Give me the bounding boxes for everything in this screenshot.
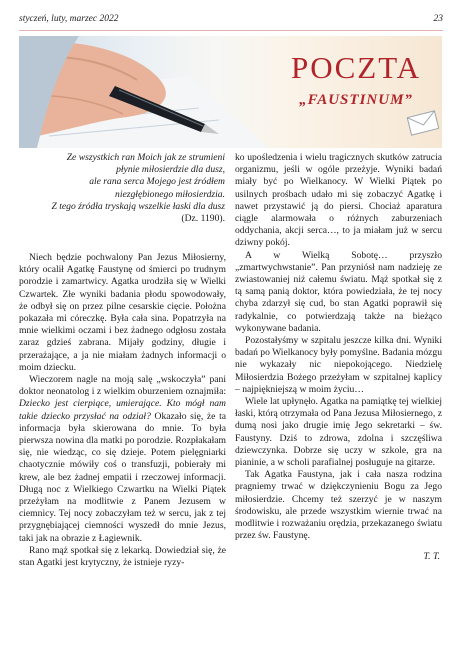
epigraph-quote [19, 152, 225, 225]
epigraph-reference: (Dz. 1190). [181, 213, 225, 225]
doctor-quote: Dziecko jest cierpiące, umierające. Kto mógł nam takie dziecko przysłać na odział? [19, 398, 226, 422]
article-paragraph: Pozostałyśmy w szpitalu jeszcze kilka dni. Wyniki badań po Wielkanocy były pomyślne. Badania mózgu nie wykazały nic niepokojącego. Niedzielę Miłosierdzia Bożego przeżyłam w szpitalnej kaplicy – najpiękniejszą w moim życiu… [235, 335, 442, 395]
epigraph-line: ale rana serca Mojego jest źródłem [89, 176, 225, 188]
epigraph-line: Ze wszystkich ran Moich jak ze strumieni [66, 152, 225, 163]
epigraph-line: niezgłębionego miłosierdzia. [115, 188, 225, 200]
article-column-right [235, 152, 442, 563]
article-paragraph [19, 374, 226, 545]
article-paragraph: Wiele lat upłynęło. Agatka na pamiątkę tej wielkiej łaski, którą otrzymała od Pana Jezusa Miłosiernego, z dumą nosi jako drugie imię Jego sekretarki – św. Faustyny. Dziś to zdrowa, zdolna i szczęśliwa dziewczynka. Dobrze się uczy w szkole, gra na pianinie, a w scholi parafialnej posługuje na gitarze. [235, 396, 442, 469]
envelope-icon [407, 110, 439, 136]
author-signature: T. T. [423, 550, 440, 562]
article-paragraph: A w Wielką Sobotę… przyszło „zmartwychwstanie”. Pan przyniósł nam nadzieję ze zwiastowaniej niż całemu światu. Mąż spotkał się z tą samą panią doktor, która powiedziała, że tej nocy chyba zdarzył się cud, bo stan Agatki poprawił się radykalnie, co potwierdzają także na bieżąco wykonywane badania. [235, 249, 442, 334]
epigraph-line: Z tego źródła tryskają wszelkie łaski dla dusz [51, 200, 225, 212]
epigraph-line: płynie miłosierdzie dla dusz, [116, 164, 225, 176]
article-paragraph: ko upośledzenia i wielu tragicznych skutków zatrucia organizmu, jeśli w ogóle przeżyje. Wyniki badań miały być po Wielkanocy. W Wielki Piątek po usilnych prośbach udało mi się zobaczyć Agatkę i nawet przystawić ją do piersi. Chociaż aparatura ciągle alarmowała o różnych zaburzeniach oddychania, akcji serca…, to ja miałam już w sercu dziwny pokój. [235, 152, 442, 249]
paragraph-text: Wieczorem nagle na moją salę „wskoczyła” pani doktor neonatolog i z wielkim oburzeniem oznajmiła: [19, 374, 226, 398]
poczta-banner [19, 36, 442, 148]
article-paragraph: Niech będzie pochwalony Pan Jezus Miłosierny, który ocalił Agatkę Faustynę od śmierci po trudnym porodzie i zamartwicy. Agatka urodziła się w Wielki Czwartek. Złe wyniki badania płodu spowodowały, że odbył się on przez pilne cesarskie cięcie. Położna pokazała mi córeczkę. Była cała sina. Popatrzyła na mnie wielkimi oczami i bez żadnego odgłosu została zaraz gdzieś zabrana. Mijały godziny, długie i przerażające, a ja nie miałam żadnych informacji o moim dziecku. [19, 252, 226, 373]
article-paragraph: Tak Agatka Faustyna, jak i cała nasza rodzina pragniemy trwać w dziękczynieniu Bogu za Jego miłosierdzie. Chcemy też szerzyć je w naszym środowisku, ale przede wszystkim wiernie trwać na modlitwie i rozważaniu orędzia, przekazanego światu przez św. Faustynę. [235, 469, 442, 542]
banner-subtitle: „FAUSTINUM” [299, 92, 413, 108]
article-paragraph: Rano mąż spotkał się z lekarką. Dowiedział się, że stan Agatki jest krytyczny, że istnieje ryzy- [19, 544, 226, 569]
page-number: 23 [433, 14, 443, 24]
header-divider [19, 30, 443, 31]
paragraph-text: Okazało się, że ta informacja była skierowana do mnie. To była pierwsza nowina dla matki po porodzie. Rozpłakałam się, nie wiedząc, co się dzieje. Potem pielęgniarki chaotycznie mówiły coś o transfuzji, pobierały mi krew, ale bez żadnej empatii i rzeczowej informacji. Długą noc z Wielkiego Czwartku na Wielki Piątek przeżyłam na modlitwie z Panem Jezusem w ciemnicy. Tej nocy zobaczyłam też w sercu, jak z tej przygnębiającej ciemności wyszedł do mnie Jezus, taki jak na obrazie z Łagiewnik. [19, 410, 226, 544]
article-column-left [19, 252, 226, 569]
issue-date: styczeń, luty, marzec 2022 [19, 14, 119, 24]
banner-title: POCZTA [290, 50, 422, 85]
